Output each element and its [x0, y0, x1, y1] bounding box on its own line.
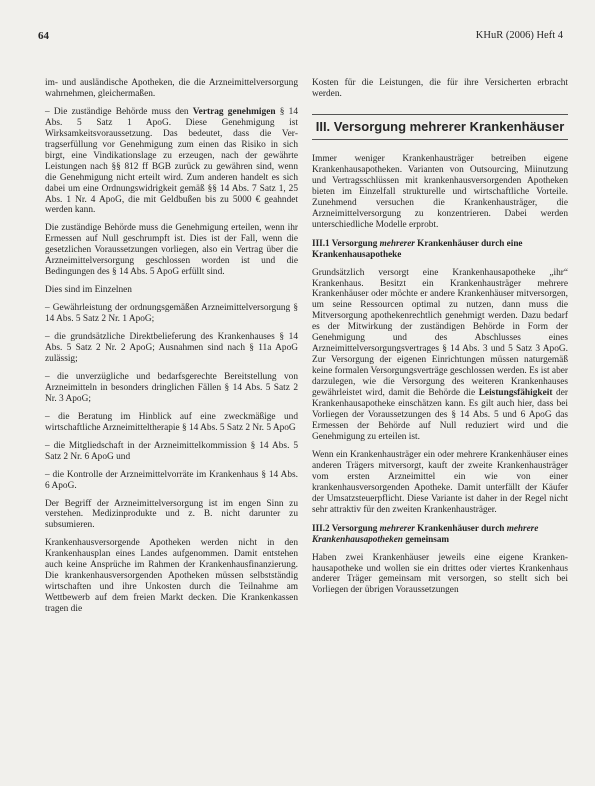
- list-item: – die Mitgliedschaft in der Arzneimittelkommission § 14 Abs. 5 Satz 2 Nr. 6 ApoG und: [45, 440, 298, 462]
- paragraph: Grundsätzlich versorgt eine Krankenhausapotheke „ihr“ Krankenhaus. Besitzt ein Krankenhausträger mehrere Krankenhäuser oder möchte er andere Krankenhäuser mitversorgen, um seine Ressourcen optimal zu nutzen, dann muss die Mitversorgung apothekenrechtlich genehmigt werden. Dazu bedarf es der Mitwirkung der zuständigen Behörde in Form der Genehmigung und des Abschlusses eines Arzneimittelversorgungsvertrages § 14 Abs. 3 und 5 Satz 3 ApoG. Zur Versorgung der eigenen Einrichtungen müssen naturgemäß keine formalen Versorgungsverträge geschlossen werden. Es ist aber darzulegen, wie die Versorgung des weiteren Krankenhauses gewährleistet wird, damit die Behörde die Leistungsfähigkeit der Krankenhausapotheke einschätzen kann. Es gilt auch hier, dass bei Vorliegen der Voraussetzungen des § 14 Abs. 5 und 6 ApoG das Ermessen der Behörde auf Null reduziert wird und die Genehmigung zu erteilen ist.: [312, 267, 569, 442]
- list-item: – die unverzügliche und bedarfsgerechte Bereitstellung von Arzneimitteln in besonders dringlichen Fällen § 14 Abs. 5 Satz 2 Nr. 3 ApoG;: [45, 371, 298, 404]
- paragraph: Der Begriff der Arzneimittelversorgung ist im engen Sinn zu verstehen. Medizinprodukte und z. B. nicht darunter zu subsumieren.: [45, 498, 298, 531]
- paragraph-approval: – Die zuständige Behörde muss den Vertrag genehmigen § 14 Abs. 5 Satz 1 ApoG. Diese Genehmigung ist Wirksamkeitsvoraussetzung. Das bedeutet, dass die Vertragserfüllung vor Genehmigung zum einen das Risiko in sich birgt, eine Vindikationslage zu erzeugen, nach der gewährte Leistungen nach §§ 812 ff BGB zurück zu gewähren sind, wenn die Genehmigung nicht erteilt wird. Zum anderen handelt es sich dabei um eine Ordnungswidrigkeit gemäß §§ 14 Abs. 7 Satz 1, 25 Abs. 1 Nr. 4 ApoG, die mit Geldbußen bis zu 5000 € geahndet werden kann.: [45, 106, 298, 216]
- paragraph: Wenn ein Krankenhausträger ein oder mehrere Krankenhäuser eines anderen Trägers mitversorgt, kauft der zweite Krankenhausträger vom ersten Arzneimittel ein wie von einer krankenhausversorgenden Apotheke. Damit unterfällt der Käufer der Umsatzsteuerpflicht. Diese Variante ist daher in der Regel nicht sehr attraktiv für den zweiten Krankenhausträger.: [312, 449, 568, 515]
- paragraph: Haben zwei Krankenhäuser jeweils eine eigene Krankenhausapotheke und wollen sie ein drittes oder viertes Krankenhaus anderer Träger gemeinsam mit versorgen, so stellt sich bei Vorliegen der übrigen Voraussetzungen: [312, 552, 568, 596]
- subsection-heading: III.1 Versorgung mehrerer Krankenhäuser durch eine Krankenhausapotheke: [312, 237, 523, 259]
- paragraph: im- und ausländische Apotheken, die die Arzneimittelversorgung wahrnehmen, gleichermaßen.: [45, 78, 298, 99]
- list-item: – die grundsätzliche Direktbelieferung des Krankenhauses § 14 Abs. 5 Satz 2 Nr. 2 ApoG; Ausnahmen sind nach § 11a ApoG zulässig;: [45, 332, 298, 364]
- paragraph: Krankenhausversorgende Apotheken werden nicht in den Krankenhausplan eines Landes aufgenommen. Damit entstehen auch keine Ansprüche im Rahmen der Krankenhausfinanzierung. Die krankenhausversorgenden Apotheken müssen selbstständig wirtschaften und ihre Unkosten durch die Teilnahme am Wettbewerb auf dem freien Markt decken. Die Krankenkassen tragen die: [45, 538, 298, 615]
- divider: [312, 139, 568, 140]
- bold-term: Vertrag genehmigen: [192, 106, 276, 117]
- left-column: [45, 78, 298, 622]
- section-title: III. Versorgung mehrerer Krankenhäuser: [315, 118, 565, 134]
- paragraph: Dies sind im Einzelnen: [45, 285, 132, 296]
- paragraph: Immer weniger Krankenhausträger betreiben eigene Krankenhausapotheken. Varianten von Outsourcing, Miinutzung und Vertragsschlüssen mit krankenhausversorgenden Apotheken bieten im Einzelfall strukturelle und wirtschaftliche Vorteile. Zunehmend versuchen die Krankenhausträger, die Arzneimittelversorgung zu konzentrieren. Dabei werden unterschiedliche Modelle erprobt.: [312, 153, 568, 230]
- page-number: 64: [38, 30, 49, 42]
- right-column: [312, 78, 568, 603]
- list-item: – die Beratung im Hinblick auf eine zweckmäßige und wirtschaftliche Arzneimitteltherapie § 14 Abs. 5 Satz 2 Nr. 5 ApoG: [45, 411, 298, 433]
- running-header: [38, 30, 563, 44]
- list-item: – die Kontrolle der Arzneimittelvorräte im Krankenhaus § 14 Abs. 6 ApoG.: [45, 469, 298, 491]
- list-item: – Gewährleistung der ordnungsgemäßen Arzneimittelversorgung § 14 Abs. 5 Satz 2 Nr. 1 ApoG;: [45, 303, 298, 325]
- paragraph: Kosten für die Leistungen, die für ihre Versicherten erbracht werden.: [312, 78, 568, 99]
- bold-term: Leistungsfähigkeit: [478, 388, 553, 399]
- journal-reference: KHuR (2006) Heft 4: [475, 30, 563, 41]
- subsection-heading: III.2 Versorgung mehrerer Krankenhäuser durch mehrere Krankenhausapotheken gemeinsam: [312, 522, 539, 544]
- paragraph: Die zuständige Behörde muss die Genehmigung erteilen, wenn ihr Ermessen auf Null geschrumpft ist. Dies ist der Fall, wenn die gesetzlichen Voraussetzungen vorliegen, also ein Vertrag über die Arzneimittelversorgung geschlossen worden ist und die Bedingungen des § 14 Abs. 5 ApoG erfüllt sind.: [45, 223, 298, 278]
